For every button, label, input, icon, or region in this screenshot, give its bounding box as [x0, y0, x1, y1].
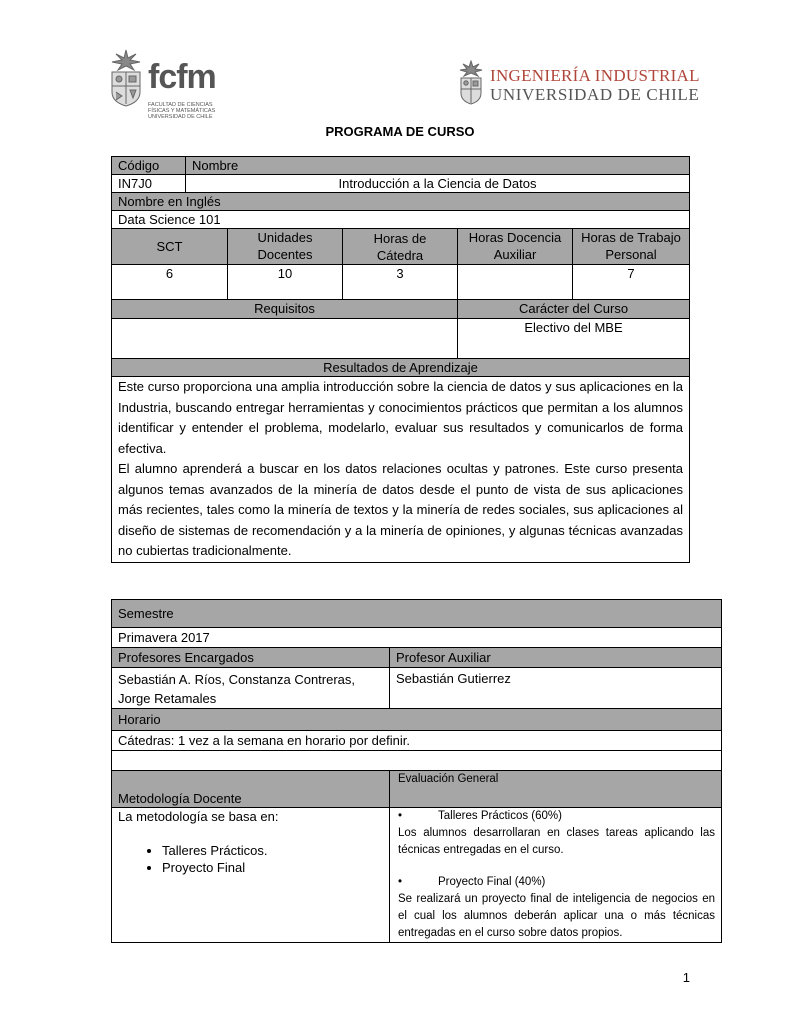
page-title: PROGRAMA DE CURSO [325, 124, 475, 139]
logo-title: INGENIERÍA INDUSTRIAL [490, 66, 700, 85]
fcfm-wordmark: fcfm [148, 58, 216, 96]
eval-item-2-desc: Se realizará un proyecto final de inteligencia de negocios en el cual los alumnos deberán aplicar una o más técnicas entregadas en el curso sobre datos propios. [398, 893, 716, 939]
evaluacion-content [390, 808, 722, 943]
unidades-value: 10 [228, 265, 343, 300]
page-number: 1 [682, 970, 690, 985]
caracter-value: Electivo del MBE [458, 319, 690, 359]
semestre-value: Primavera 2017 [112, 628, 722, 648]
eval-item-1-desc: Los alumnos desarrollaran en clases tareas aplicando las técnicas entregadas en el curso. [398, 827, 716, 856]
bullet-icon: • [398, 876, 403, 888]
requisitos-label: Requisitos [112, 300, 458, 319]
eval-item-1: • Talleres Prácticos (60%) [398, 808, 715, 825]
trabajo-value: 7 [573, 265, 690, 300]
nombre-ingles-label: Nombre en Inglés [112, 193, 690, 211]
metodologia-intro: La metodología se basa en: [118, 809, 279, 824]
nombre-ingles-value: Data Science 101 [112, 211, 690, 229]
nombre-label: Nombre [186, 157, 690, 175]
horario-label: Horario [112, 709, 722, 731]
resultados-paragraph-1: Este curso proporciona una amplia introducción sobre la ciencia de datos y sus aplicaciones en la Industria, buscando entregar herramientas y conocimientos prácticos que permitan a los alumnos identificar y entender el problema, modelarlo, evaluar sus resultados y comunicarlos de forma efectiva. [118, 379, 684, 456]
auxiliar-value [458, 265, 573, 300]
profesores-value: Sebastián A. Ríos, Constanza Contreras, Jorge Retamales [112, 668, 390, 709]
list-item: • Proyecto Final [162, 859, 383, 876]
unidades-header: Unidades Docentes [228, 229, 343, 265]
bullet-icon: • [398, 810, 403, 822]
university-crest-icon [458, 60, 484, 106]
fcfm-logo [108, 44, 238, 126]
auxiliar-label: Profesor Auxiliar [390, 648, 722, 668]
metodologia-content [112, 808, 390, 943]
semestre-label: Semestre [112, 600, 722, 628]
fcfm-caption: FACULTAD DE CIENCIAS FÍSICAS Y MATEMÁTICAS UNIVERSIDAD DE CHILE [148, 102, 216, 120]
nombre-value: Introducción a la Ciencia de Datos [186, 175, 690, 193]
caracter-label: Carácter del Curso [458, 300, 690, 319]
profesores-label: Profesores Encargados [112, 648, 390, 668]
resultados-text [112, 377, 690, 563]
codigo-label: Código [112, 157, 186, 175]
list-item: • Talleres Prácticos. [162, 842, 383, 859]
course-table [111, 156, 690, 563]
ingenieria-industrial-logo [458, 60, 700, 108]
auxiliar-value: Sebastián Gutierrez [390, 668, 722, 709]
trabajo-header: Horas de Trabajo Personal [573, 229, 690, 265]
metodologia-label: Metodología Docente [112, 771, 390, 808]
codigo-value: IN7J0 [112, 175, 186, 193]
eval-item-2: • Proyecto Final (40%) [398, 874, 715, 891]
catedra-value: 3 [343, 265, 458, 300]
university-crest-icon [108, 48, 144, 108]
empty-row [112, 751, 722, 771]
resultados-paragraph-2: El alumno aprenderá a buscar en los datos relaciones ocultas y patrones. Este curso presenta algunos temas avanzados de la minería de datos desde el punto de vista de sus aplicaciones más recientes, tales como la minería de textos y la minería de redes sociales, sus aplicaciones al diseño de sistemas de recomendación y a la minería de opiniones, y algunas técnicas avanzadas no cubiertas tradicionalmente. [118, 461, 684, 558]
resultados-label: Resultados de Aprendizaje [112, 359, 690, 377]
requisitos-value [112, 319, 458, 359]
details-table [111, 599, 722, 943]
sct-header: SCT [112, 229, 228, 265]
auxiliar-header: Horas Docencia Auxiliar [458, 229, 573, 265]
metodologia-list [118, 842, 383, 876]
sct-value: 6 [112, 265, 228, 300]
catedra-header: Horas de Cátedra [343, 229, 458, 265]
logo-subtitle: UNIVERSIDAD DE CHILE [490, 85, 700, 104]
evaluacion-label: Evaluación General [390, 771, 722, 808]
horario-value: Cátedras: 1 vez a la semana en horario por definir. [112, 731, 722, 751]
